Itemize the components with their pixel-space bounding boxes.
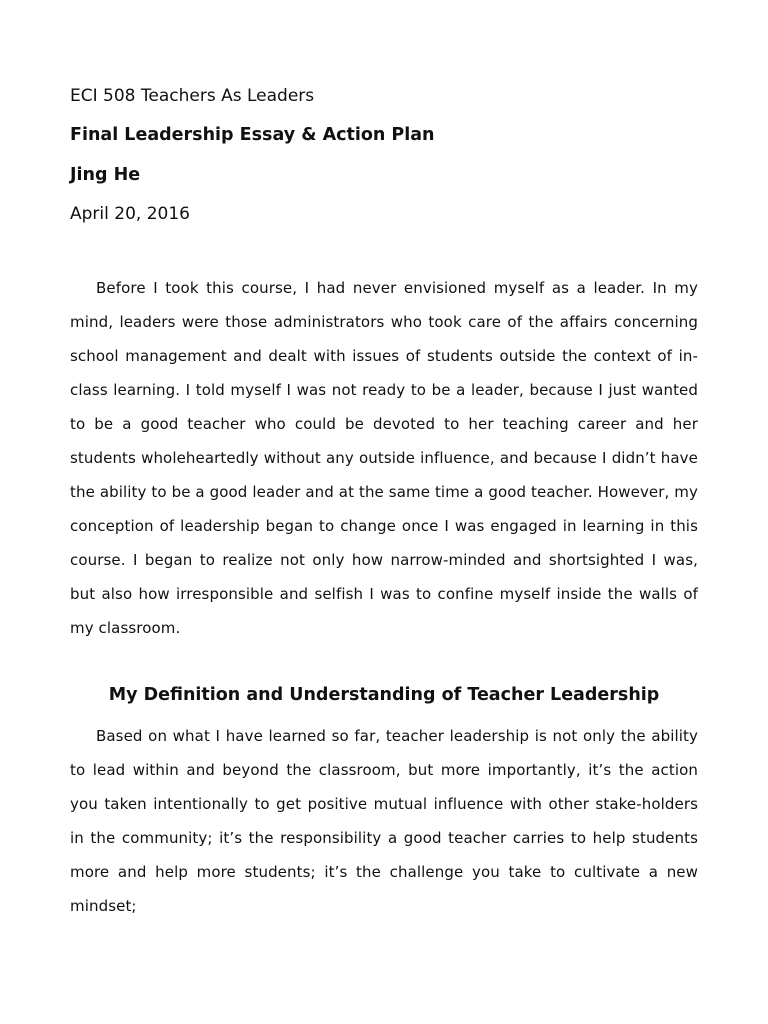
section-heading: My Definition and Understanding of Teacher Leadership [108,685,660,705]
course-name: ECI 508 Teachers As Leaders [70,86,315,106]
body-paragraph-1: Before I took this course, I had never envisioned myself as a leader. In my mind, leaders were those administrators who took care of the affairs concerning school management and dealt with issues of students outside the context of in-class learning. I told myself I was not ready to be a leader, because I just wanted to be a good teacher who could be devoted to her teaching career and her students wholeheartedly without any outside influence, and because I didn’t have the ability to be a good leader and at the same time a good teacher. However, my conception of leadership began to change once I was engaged in learning in this course. I began to realize not only how narrow-minded and shortsighted I was, but also how irresponsible and selfish I was to confine myself inside the walls of my classroom. [70,279,698,637]
essay-date: April 20, 2016 [70,204,190,224]
body-paragraph-2: Based on what I have learned so far, teacher leadership is not only the ability to lead within and beyond the classroom, but more importantly, it’s the action you taken intentionally to get positive mutual influence with other stake-holders in the community; it’s the responsibility a good teacher carries to help students more and help more students; it’s the challenge you take to cultivate a new mindset; [70,727,698,915]
author-name: Jing He [70,165,141,185]
essay-title: Final Leadership Essay & Action Plan [70,125,435,145]
